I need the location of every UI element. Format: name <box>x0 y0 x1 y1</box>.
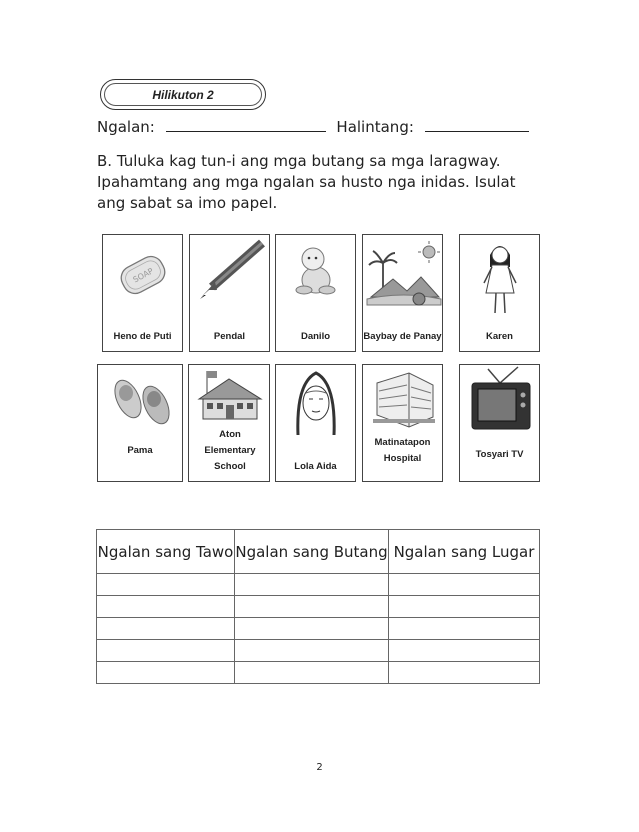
picture-card-tv <box>459 364 540 482</box>
card-label: Lola Aida <box>294 461 337 472</box>
answer-cell[interactable] <box>235 618 389 640</box>
section-blank[interactable] <box>425 119 529 132</box>
activity-badge <box>100 79 266 110</box>
name-label: Ngalan: <box>97 118 155 136</box>
svg-text:SOAP: SOAP <box>131 266 155 285</box>
school-icon <box>189 365 271 425</box>
answer-cell[interactable] <box>389 596 540 618</box>
picture-card-school <box>188 364 270 482</box>
picture-card-girl <box>459 234 540 352</box>
table-row <box>97 596 540 618</box>
card-label: Karen <box>486 331 513 342</box>
section-label: Halintang: <box>336 118 414 136</box>
name-blank[interactable] <box>166 119 326 132</box>
answer-cell[interactable] <box>97 640 235 662</box>
card-label: Danilo <box>300 331 331 342</box>
answer-table <box>96 529 540 684</box>
answer-cell[interactable] <box>235 596 389 618</box>
answer-cell[interactable] <box>97 618 235 640</box>
header-lugar: Ngalan sang Lugar <box>389 530 540 574</box>
instructions: B. Tuluka kag tun-i ang mga butang sa mga laragway. Ipahamtang ang mga ngalan sa husto nga inidas. Isulat ang sabat sa imo papel. <box>97 152 516 212</box>
page-number: 2 <box>316 762 323 773</box>
slippers-icon <box>98 365 184 445</box>
picture-card-slippers <box>97 364 183 482</box>
card-label: Pendal <box>213 331 246 342</box>
hospital-icon <box>363 365 444 435</box>
card-label: Tosyari TV <box>475 449 524 460</box>
card-label: Pama <box>127 445 153 456</box>
beach-icon <box>363 235 444 325</box>
answer-cell[interactable] <box>389 618 540 640</box>
answer-cell[interactable] <box>97 662 235 684</box>
activity-title: Hilikuton 2 <box>104 83 262 106</box>
header-butang: Ngalan sang Butang <box>235 530 389 574</box>
old-woman-icon <box>276 365 357 445</box>
table-row <box>97 662 540 684</box>
answer-cell[interactable] <box>97 596 235 618</box>
card-label: Aton Elementary School <box>204 429 256 472</box>
table-header-row <box>97 530 540 574</box>
picture-card-soap <box>102 234 183 352</box>
card-label: Baybay de Panay <box>363 331 442 342</box>
answer-cell[interactable] <box>235 574 389 596</box>
answer-cell[interactable] <box>389 574 540 596</box>
picture-card-hospital <box>362 364 443 482</box>
card-label: Matinatapon Hospital <box>374 437 431 464</box>
table-row <box>97 640 540 662</box>
baby-icon <box>276 235 357 325</box>
answer-cell[interactable] <box>389 662 540 684</box>
name-line <box>97 118 529 136</box>
soap-icon <box>103 235 184 325</box>
table-row <box>97 618 540 640</box>
table-row <box>97 574 540 596</box>
tv-icon <box>460 365 541 435</box>
answer-cell[interactable] <box>389 640 540 662</box>
card-label: Heno de Puti <box>113 331 172 342</box>
answer-cell[interactable] <box>235 662 389 684</box>
picture-card-baby <box>275 234 356 352</box>
picture-card-beach <box>362 234 443 352</box>
girl-icon <box>460 235 541 325</box>
picture-card-pencil <box>189 234 270 352</box>
picture-card-old-woman <box>275 364 356 482</box>
answer-cell[interactable] <box>97 574 235 596</box>
header-tawo: Ngalan sang Tawo <box>97 530 235 574</box>
answer-cell[interactable] <box>235 640 389 662</box>
pencil-icon <box>190 235 271 325</box>
